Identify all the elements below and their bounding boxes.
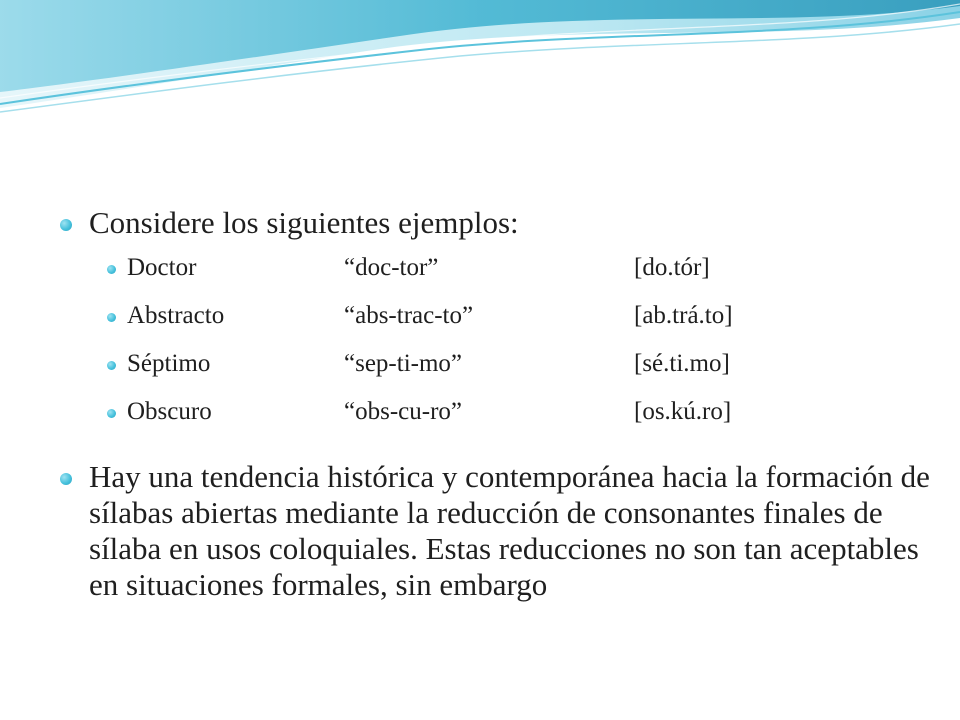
- examples-list: [60, 253, 930, 445]
- example-word: Doctor: [127, 254, 197, 281]
- bullet-item-explanation: [60, 459, 930, 603]
- decorative-wave-banner: [0, 0, 960, 130]
- bullet-dot-icon: [60, 473, 72, 485]
- example-word: Obscuro: [127, 398, 212, 425]
- example-syllables: “abs-trac-to”: [344, 302, 474, 329]
- example-syllables: “sep-ti-mo”: [344, 350, 463, 377]
- bullet-item-intro: [60, 205, 930, 241]
- bullet-dot-icon: [107, 361, 116, 370]
- bullet-dot-icon: [107, 265, 116, 274]
- slide-content: [60, 205, 930, 603]
- example-transcription: [sé.ti.mo]: [634, 350, 730, 377]
- example-syllables: “doc-tor”: [344, 254, 439, 281]
- example-transcription: [os.kú.ro]: [634, 398, 732, 425]
- example-row: [60, 349, 930, 397]
- example-transcription: [ab.trá.to]: [634, 302, 733, 329]
- example-word: Abstracto: [127, 302, 225, 329]
- intro-text: Considere los siguientes ejemplos:: [89, 205, 519, 240]
- example-row: [60, 253, 930, 301]
- example-word: Séptimo: [127, 350, 211, 377]
- example-syllables: “obs-cu-ro”: [344, 398, 462, 425]
- example-row: [60, 301, 930, 349]
- bullet-dot-icon: [107, 409, 116, 418]
- bullet-dot-icon: [107, 313, 116, 322]
- example-transcription: [do.tór]: [634, 254, 710, 281]
- example-row: [60, 397, 930, 445]
- bullet-dot-icon: [60, 219, 72, 231]
- explanation-paragraph: Hay una tendencia histórica y contemporánea hacia la formación de sílabas abiertas mediante la reducción de consonantes finales de sílaba en usos coloquiales. Estas reducciones no son tan aceptables en situaciones formales, sin embargo: [89, 459, 930, 602]
